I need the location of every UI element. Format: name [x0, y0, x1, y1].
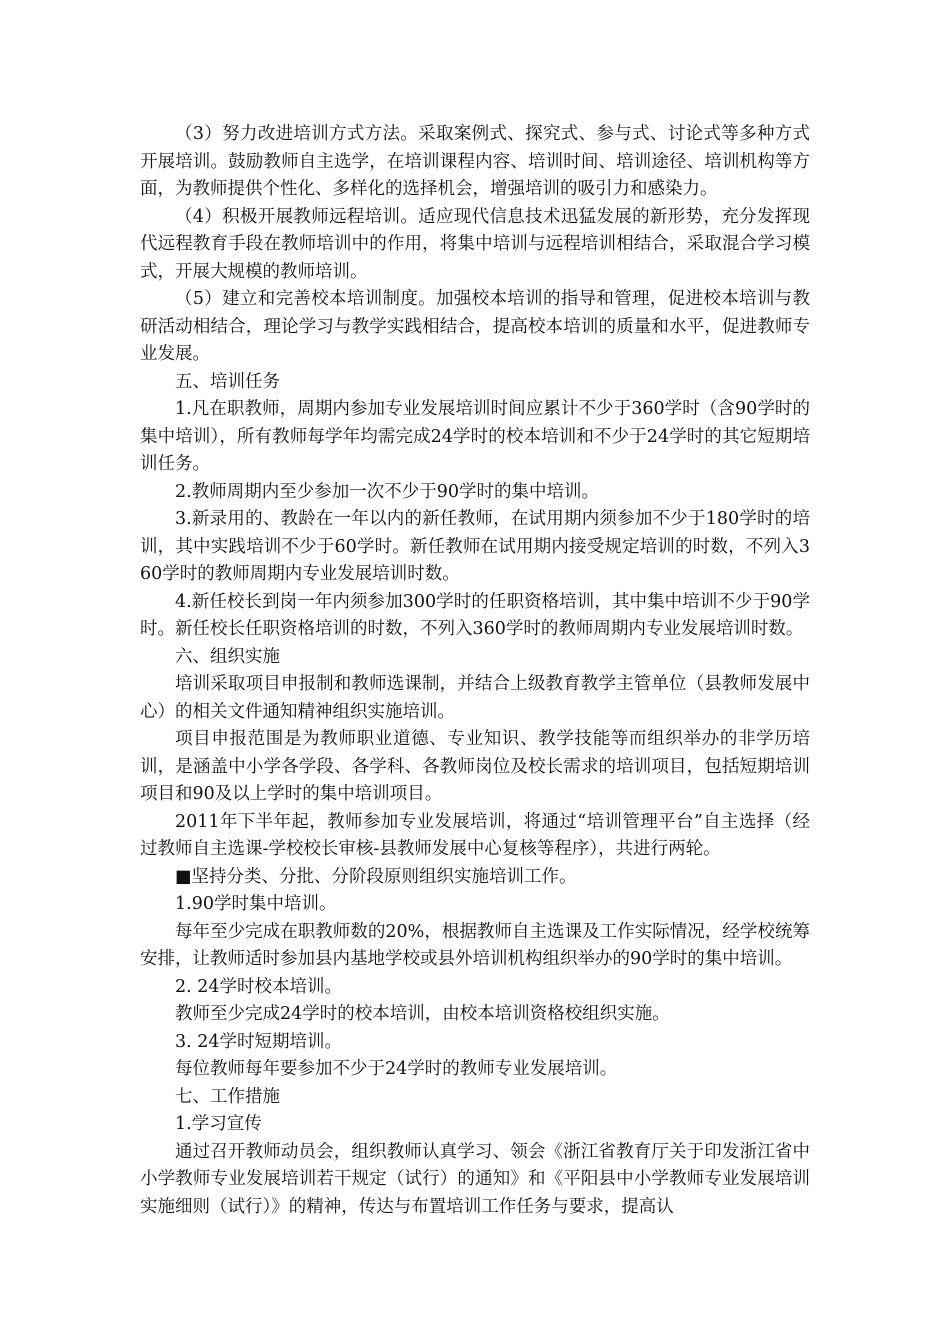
paragraph-project-application: 培训采取项目申报制和教师选课制，并结合上级教育教学主管单位（县教师发展中心）的相关文件通知精神组织实施培训。 [140, 674, 810, 722]
section-heading-implementation: 六、组织实施 [175, 646, 280, 667]
paragraph-90-hour-training: 每年至少完成在职教师数的20%，根据教师自主选课及工作实际情况，经学校统筹安排，让教师适时参加县内基地学校或县外培训机构组织举办的90学时的集中培训。 [140, 921, 810, 969]
paragraph-school-based-training: （5）建立和完善校本培训制度。加强校本培训的指导和管理，促进校本培训与教研活动相结合，理论学习与教学实践相结合，提高校本培训的质量和水平，促进教师专业发展。 [140, 289, 810, 364]
paragraph-application-scope: 项目申报范围是为教师职业道德、专业知识、教学技能等而组织举办的非学历培训，是涵盖中小学各学段、各学科、各教师岗位及校长需求的培训项目，包括短期培训项目和90及以上学时的集中培训项目。 [140, 729, 810, 804]
paragraph-study-publicity: 通过召开教师动员会，组织教师认真学习、领会《浙江省教育厅关于印发浙江省中小学教师专业发展培训若干规定（试行）的通知》和《平阳县中小学教师专业发展培训实施细则（试行）》的精神，传达与布置培训工作任务与要求，提高认 [140, 1141, 810, 1217]
paragraph-principle: ■坚持分类、分批、分阶段原则组织实施培训工作。 [175, 866, 577, 887]
paragraph-task-4: 4.新任校长到岗一年内须参加300学时的任职资格培训，其中集中培训不少于90学时。新任校长任职资格培训的时数，不列入360学时的教师周期内专业发展培训时数。 [140, 591, 810, 639]
paragraph-platform-selection: 2011年下半年起，教师参加专业发展培训，将通过“培训管理平台”自主选择（经过教师自主选课-学校校长审核-县教师发展中心复核等程序），共进行两轮。 [140, 811, 810, 859]
paragraph-remote-training: （4）积极开展教师远程培训。适应现代信息技术迅猛发展的新形势，充分发挥现代远程教育手段在教师培训中的作用，将集中培训与远程培训相结合，采取混合学习模式，开展大规模的教师培训。 [140, 206, 810, 282]
paragraph-task-3: 3.新录用的、教龄在一年以内的新任教师，在试用期内须参加不少于180学时的培训，其中实践培训不少于60学时。新任教师在试用期内接受规定培训的时数，不列入360学时的教师周期内专业发展培训时数。 [140, 509, 810, 584]
paragraph-task-1: 1.凡在职教师，周期内参加专业发展培训时间应累计不少于360学时（含90学时的集中培训），所有教师每学年均需完成24学时的校本培训和不少于24学时的其它短期培训任务。 [140, 399, 810, 474]
subheading-90-hour-training: 1.90学时集中培训。 [175, 894, 337, 914]
paragraph-training-methods: （3）努力改进培训方式方法。采取案例式、探究式、参与式、讨论式等多种方式开展培训。鼓励教师自主选学，在培训课程内容、培训时间、培训途径、培训机构等方面，为教师提供个性化、多样化的选择机会，增强培训的吸引力和感染力。 [140, 124, 810, 199]
document-body [140, 121, 810, 1221]
section-heading-training-tasks: 五、培训任务 [175, 371, 280, 392]
paragraph-24-hour-school-training: 教师至少完成24学时的校本培训，由校本培训资格校组织实施。 [175, 1004, 670, 1024]
section-heading-work-measures: 七、工作措施 [175, 1086, 280, 1107]
paragraph-24-hour-short-training: 每位教师每年要参加不少于24学时的教师专业发展培训。 [175, 1059, 618, 1079]
subheading-24-hour-short-training: 3. 24学时短期培训。 [175, 1031, 343, 1052]
subheading-24-hour-school-training: 2. 24学时校本培训。 [175, 976, 343, 997]
subheading-study-publicity: 1.学习宣传 [175, 1114, 262, 1134]
paragraph-task-2: 2.教师周期内至少参加一次不少于90学时的集中培训。 [175, 481, 599, 502]
